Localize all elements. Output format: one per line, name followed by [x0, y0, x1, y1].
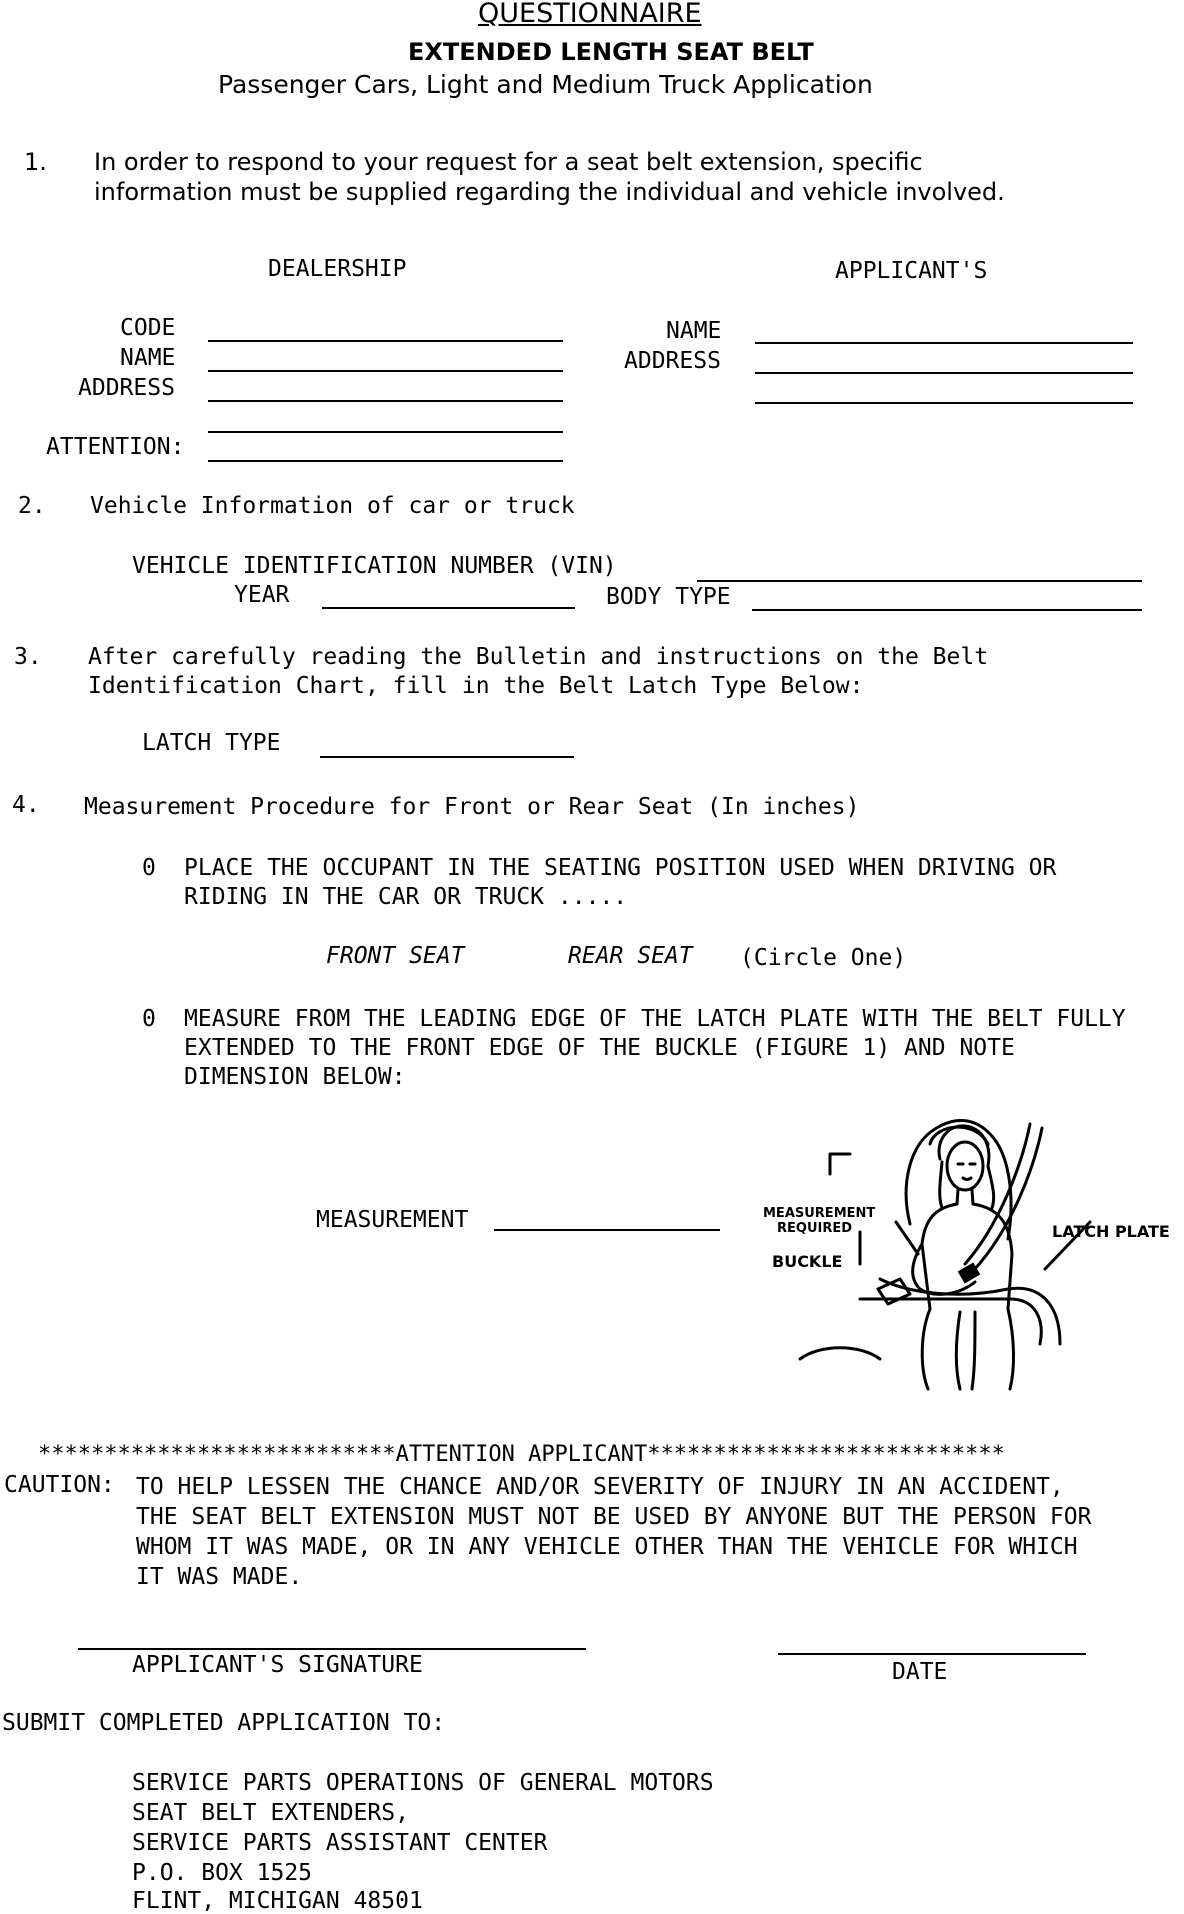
measurement-field[interactable] [494, 1229, 720, 1231]
application-line: Passenger Cars, Light and Medium Truck Application [218, 70, 873, 99]
page-subtitle: EXTENDED LENGTH SEAT BELT [408, 38, 814, 66]
address-line3: SERVICE PARTS ASSISTANT CENTER [132, 1830, 548, 1856]
dealer-attention-field-1[interactable] [208, 431, 563, 433]
buckle-callout: BUCKLE [772, 1252, 843, 1271]
vin-label: VEHICLE IDENTIFICATION NUMBER (VIN) [132, 553, 617, 579]
year-label: YEAR [234, 582, 290, 608]
address-line2: SEAT BELT EXTENDERS, [132, 1800, 409, 1826]
section-2-number: 2. [18, 493, 46, 519]
date-label: DATE [892, 1659, 948, 1685]
step-2-line2: EXTENDED TO THE FRONT EDGE OF THE BUCKLE (FIGURE 1) AND NOTE [184, 1035, 1015, 1061]
step-1-line1: PLACE THE OCCUPANT IN THE SEATING POSITION USED WHEN DRIVING OR [184, 855, 1057, 881]
dealer-name-label: NAME [120, 345, 176, 371]
body-type-field[interactable] [752, 609, 1142, 611]
year-field[interactable] [322, 607, 575, 609]
seated-occupant-icon [760, 1104, 1180, 1394]
applicant-name-field[interactable] [755, 342, 1133, 344]
measurement-required-line1: MEASUREMENT [763, 1206, 876, 1221]
circle-one-note: (Circle One) [740, 945, 907, 971]
step-1-line2: RIDING IN THE CAR OR TRUCK ..... [184, 884, 628, 910]
measurement-label: MEASUREMENT [316, 1207, 469, 1233]
body-type-label: BODY TYPE [606, 584, 731, 610]
step-2-line1: MEASURE FROM THE LEADING EDGE OF THE LATCH PLATE WITH THE BELT FULLY [184, 1006, 1126, 1032]
latch-type-field[interactable] [320, 756, 574, 758]
step-2-line3: DIMENSION BELOW: [184, 1064, 406, 1090]
dealer-address-label: ADDRESS [78, 375, 175, 401]
applicant-signature-field[interactable] [78, 1648, 586, 1650]
section-3-text-line2: Identification Chart, fill in the Belt Latch Type Below: [88, 673, 864, 699]
caution-line3: WHOM IT WAS MADE, OR IN ANY VEHICLE OTHER THAN THE VEHICLE FOR WHICH [136, 1534, 1078, 1560]
page-title: QUESTIONNAIRE [478, 0, 702, 29]
section-3-number: 3. [14, 644, 42, 670]
applicant-name-label: NAME [666, 318, 722, 344]
latch-type-label: LATCH TYPE [142, 730, 281, 756]
figure-1-seat-belt-illustration [760, 1104, 1180, 1394]
address-line1: SERVICE PARTS OPERATIONS OF GENERAL MOTORS [132, 1770, 714, 1796]
applicant-address-label: ADDRESS [624, 348, 721, 374]
submit-label: SUBMIT COMPLETED APPLICATION TO: [2, 1710, 446, 1736]
step-2-bullet: 0 [142, 1006, 156, 1032]
dealer-code-field[interactable] [208, 340, 563, 342]
front-seat-option[interactable]: FRONT SEAT [326, 943, 465, 969]
section-4-number: 4. [12, 792, 40, 818]
section-3-text-line1: After carefully reading the Bulletin and instructions on the Belt [88, 644, 989, 670]
section-1-text-line2: information must be supplied regarding the individual and vehicle involved. [94, 178, 1005, 206]
dealer-address-field[interactable] [208, 400, 563, 402]
step-1-bullet: 0 [142, 855, 156, 881]
attention-label: ATTENTION: [46, 434, 185, 460]
dealership-heading: DEALERSHIP [268, 256, 407, 282]
caution-label: CAUTION: [4, 1472, 115, 1498]
dealer-name-field[interactable] [208, 370, 563, 372]
applicant-heading: APPLICANT'S [835, 258, 988, 284]
applicant-address-field-2[interactable] [755, 402, 1133, 404]
section-1-text-line1: In order to respond to your request for a seat belt extension, specific [94, 148, 923, 176]
attention-banner: ***************************ATTENTION APPLICANT*************************** [38, 1442, 1005, 1467]
measurement-required-line2: REQUIRED [777, 1221, 853, 1236]
caution-line4: IT WAS MADE. [136, 1564, 303, 1590]
address-line4: P.O. BOX 1525 [132, 1860, 313, 1886]
section-2-title: Vehicle Information of car or truck [90, 493, 575, 519]
caution-line2: THE SEAT BELT EXTENSION MUST NOT BE USED BY ANYONE BUT THE PERSON FOR [136, 1504, 1092, 1530]
dealer-attention-field-2[interactable] [208, 460, 563, 462]
rear-seat-option[interactable]: REAR SEAT [568, 943, 693, 969]
applicant-signature-label: APPLICANT'S SIGNATURE [132, 1652, 423, 1678]
measurement-required-callout [763, 1206, 875, 1236]
dealer-code-label: CODE [120, 315, 176, 341]
section-4-title: Measurement Procedure for Front or Rear Seat (In inches) [84, 794, 860, 820]
caution-line1: TO HELP LESSEN THE CHANCE AND/OR SEVERITY OF INJURY IN AN ACCIDENT, [136, 1474, 1064, 1500]
address-line5: FLINT, MICHIGAN 48501 [132, 1888, 423, 1914]
applicant-address-field-1[interactable] [755, 372, 1133, 374]
date-field[interactable] [778, 1653, 1086, 1655]
vin-field[interactable] [697, 580, 1142, 582]
latch-plate-callout: LATCH PLATE [1052, 1222, 1170, 1241]
section-1-number: 1. [24, 148, 47, 176]
